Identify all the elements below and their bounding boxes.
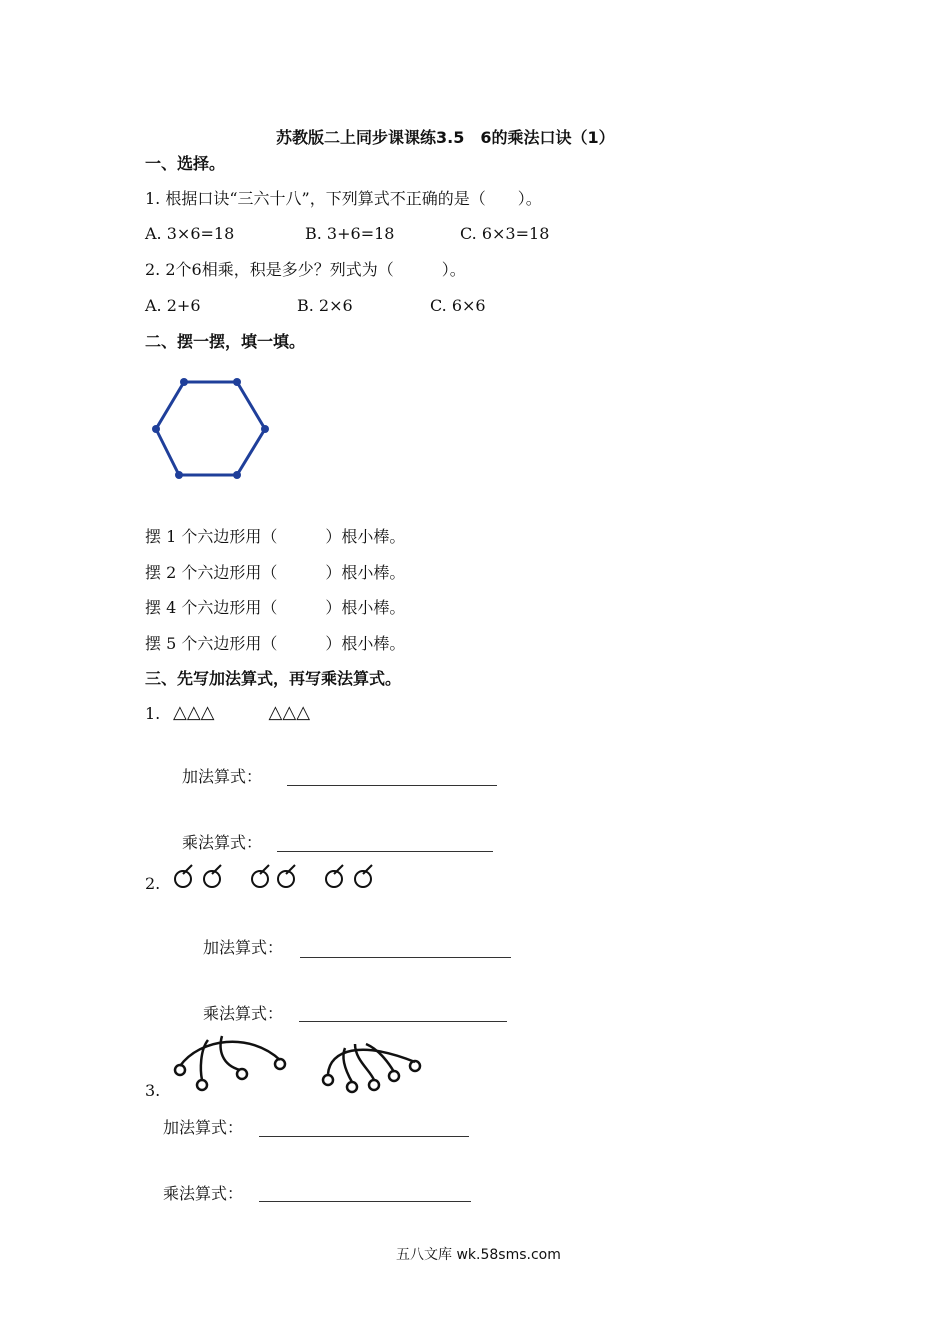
question-2-option-c: C. 6×6 (430, 296, 486, 315)
item-2-mul-label: 乘法算式： (203, 1004, 284, 1023)
item-2-add-label: 加法算式： (203, 938, 284, 957)
section-3-heading: 三、先写加法算式，再写乘法算式。 (145, 669, 402, 688)
hexagon-line-4: 摆 4 个六边形用（ ）根小棒。 (145, 598, 406, 617)
item-1-mul-label: 乘法算式： (182, 833, 263, 852)
item-3-mul-answer-line[interactable] (259, 1201, 471, 1202)
footer-watermark: 五八文库 wk.58sms.com (396, 1247, 561, 1263)
item-1-mul-answer-line[interactable] (277, 851, 493, 852)
item-1-number: 1. (145, 704, 161, 723)
hexagon-line-1: 摆 1 个六边形用（ ）根小棒。 (145, 527, 406, 546)
item-1-add-answer-line[interactable] (287, 785, 497, 786)
item-3-number: 3. (145, 1081, 161, 1100)
triangles-picture: △△△ △△△ (173, 702, 311, 723)
question-1-text: 1. 根据口诀“三六十八”，下列算式不正确的是（ ）。 (145, 189, 542, 208)
item-1-add-label: 加法算式： (182, 767, 263, 786)
stick-figures-picture (170, 1030, 430, 1100)
page-title: 苏教版二上同步课课练3.5 6的乘法口诀（1） (276, 128, 615, 147)
question-1-option-a: A. 3×6=18 (145, 224, 235, 243)
question-1-option-c: C. 6×3=18 (460, 224, 550, 243)
question-2-option-b: B. 2×6 (297, 296, 353, 315)
item-3-add-label: 加法算式： (163, 1118, 244, 1137)
item-3-mul-label: 乘法算式： (163, 1184, 244, 1203)
section-1-heading: 一、选择。 (145, 154, 226, 173)
hexagon-line-5: 摆 5 个六边形用（ ）根小棒。 (145, 634, 406, 653)
question-1-option-b: B. 3+6=18 (305, 224, 395, 243)
item-3-add-answer-line[interactable] (259, 1136, 469, 1137)
question-2-option-a: A. 2+6 (145, 296, 201, 315)
item-2-mul-answer-line[interactable] (299, 1021, 507, 1022)
item-2-number: 2. (145, 874, 161, 893)
question-2-text: 2. 2个6相乘，积是多少？列式为（ ）。 (145, 260, 466, 279)
item-2-add-answer-line[interactable] (300, 957, 511, 958)
section-2-heading: 二、摆一摆，填一填。 (145, 332, 306, 351)
hexagon-figure (150, 375, 280, 485)
hexagon-line-2: 摆 2 个六边形用（ ）根小棒。 (145, 563, 406, 582)
apples-picture (172, 862, 382, 892)
